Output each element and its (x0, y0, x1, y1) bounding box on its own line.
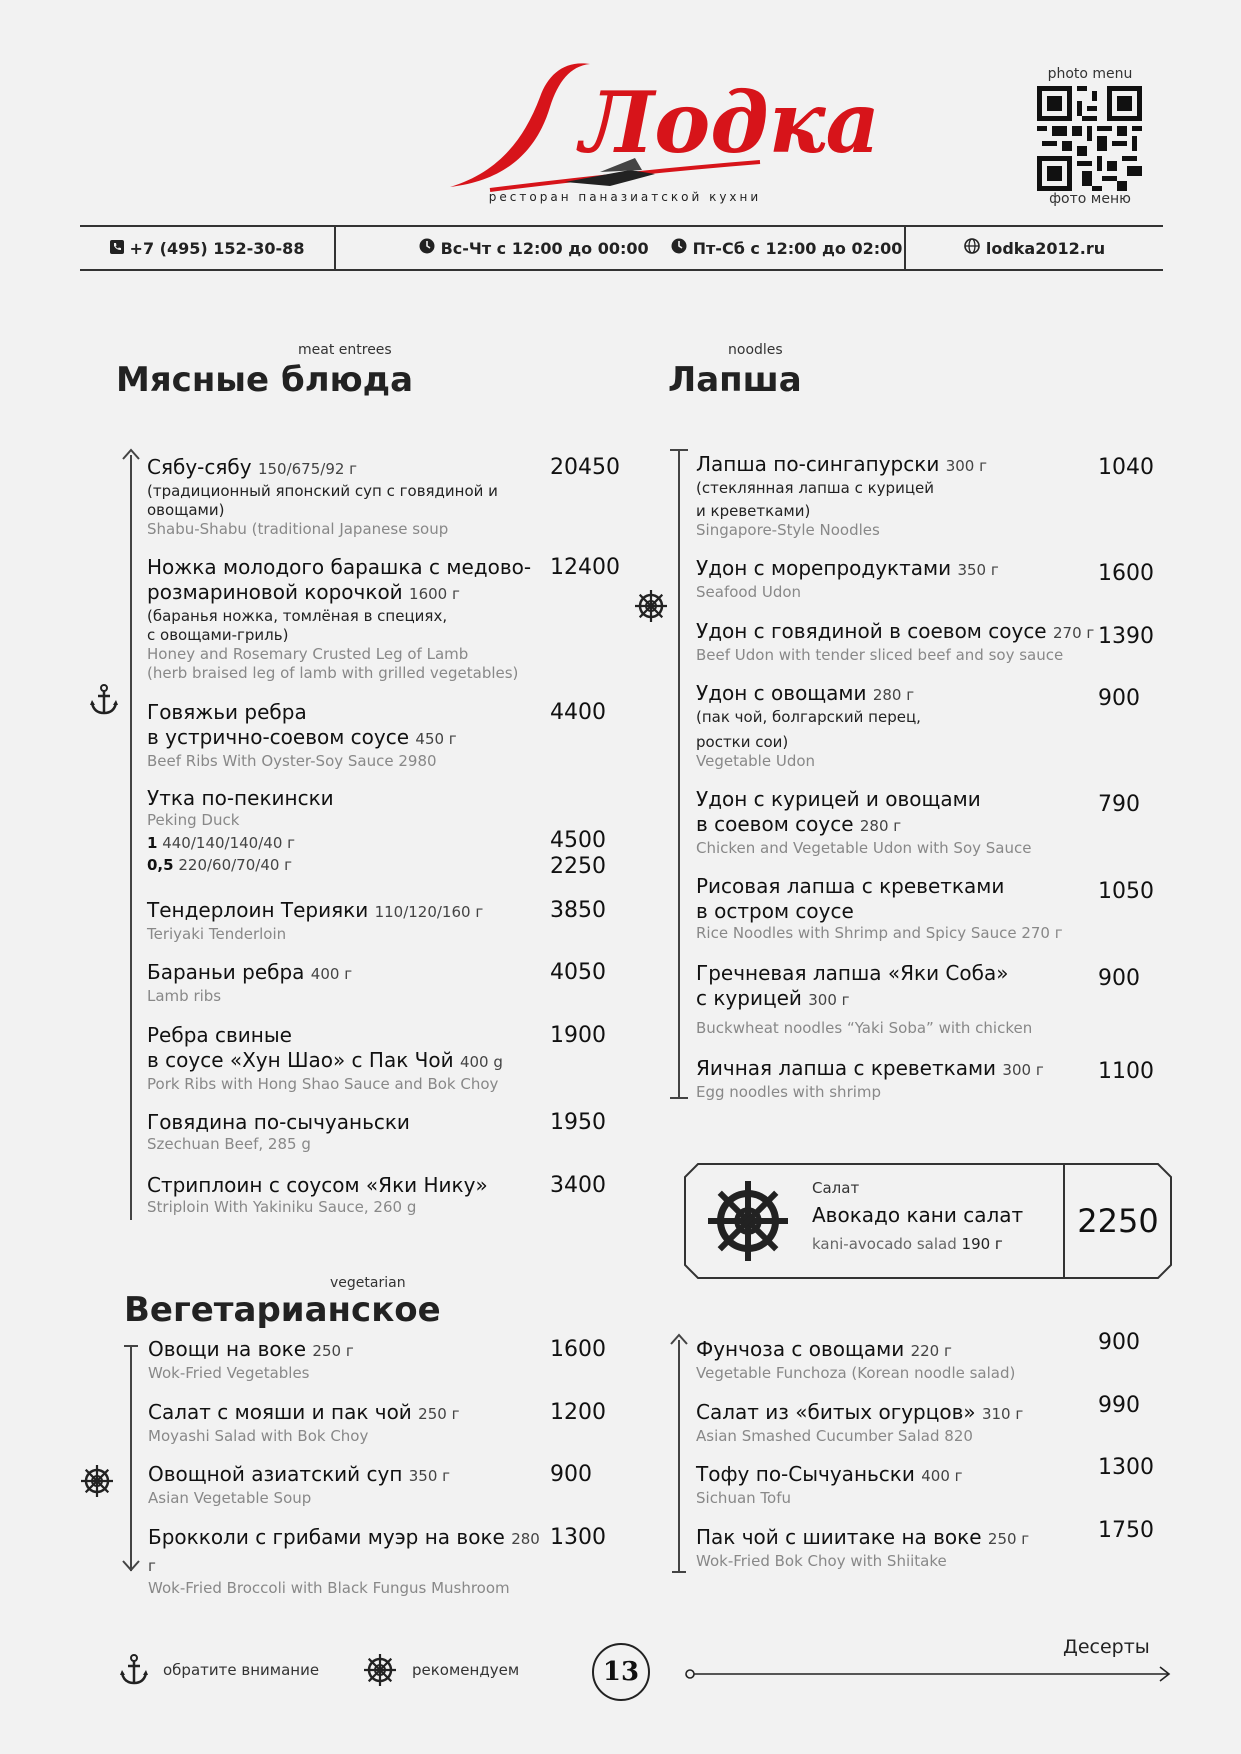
website-link[interactable]: lodka2012.ru (985, 238, 1106, 258)
item-english-name: Wok-Fried Bok Choy with Shiitake (696, 1552, 947, 1570)
item-price: 1050 (1098, 879, 1154, 904)
hours-weekdays: Вс-Чт с 12:00 до 00:00 (440, 238, 649, 258)
salad-english-name: kani-avocado salad (812, 1235, 957, 1253)
menu-item (148, 1337, 538, 1383)
item-price: 1600 (550, 1337, 606, 1362)
option-price: 4500 (550, 828, 606, 853)
item-english-name: Vegetable Udon (696, 752, 816, 770)
menu-item (147, 455, 527, 539)
menu-item (696, 874, 1096, 943)
item-weight: 400 g (459, 1053, 503, 1071)
ship-wheel-icon (79, 1463, 115, 1499)
arrow-up-icon (670, 1333, 688, 1345)
legend-recommend: рекомендуем (412, 1661, 520, 1679)
option-weight: 220/60/70/40 г (178, 856, 293, 874)
item-name-line2: в устрично-соевом соусе (147, 725, 410, 749)
veg-left-bracket-line (130, 1345, 132, 1571)
item-name: Ножка молодого барашка с медово- (147, 555, 532, 579)
item-name: Фунчоза с овощами (696, 1337, 905, 1361)
bracket-cap (124, 1345, 138, 1347)
item-weight: 270 г (1052, 624, 1095, 642)
item-price: 12400 (550, 555, 620, 580)
item-weight: 280 г (148, 1530, 540, 1575)
item-name-line2: розмариновой корочкой (147, 580, 403, 604)
menu-item (696, 961, 1096, 1038)
menu-item (696, 681, 1096, 771)
ship-wheel-icon (633, 588, 669, 624)
option-weight: 440/140/140/40 г (162, 834, 296, 852)
item-price: 3850 (550, 898, 606, 923)
item-price: 900 (550, 1462, 592, 1487)
item-price: 1200 (550, 1400, 606, 1425)
item-price: 1390 (1098, 624, 1154, 649)
anchor-icon (86, 680, 122, 720)
logo-graphic (430, 52, 880, 192)
salad-price: 2250 (1077, 1202, 1159, 1240)
item-name: Утка по-пекински (147, 786, 334, 810)
menu-item (147, 786, 527, 874)
item-name: Удон с курицей и овощами (696, 787, 981, 811)
item-name: Овощи на воке (148, 1337, 307, 1361)
item-english-name: Beef Ribs With Oyster-Soy Sauce 2980 (147, 752, 437, 770)
noodles-section-title: Лапша (668, 360, 802, 400)
anchor-icon (116, 1650, 152, 1690)
item-price: 1950 (550, 1110, 606, 1135)
item-name: Говядина по-сычуаньски (147, 1110, 410, 1134)
qr-code[interactable] (1037, 86, 1142, 191)
logo-subtitle: ресторан паназиатской кухни (488, 190, 762, 204)
website-cell[interactable] (906, 227, 1163, 269)
item-weight: 280 г (859, 817, 902, 835)
salad-weight: 190 г (961, 1235, 1003, 1253)
arrow-up-icon (122, 448, 140, 460)
menu-item (147, 555, 537, 683)
item-english-name: Chicken and Vegetable Udon with Soy Sauce (696, 839, 1032, 857)
item-price: 900 (1098, 966, 1140, 991)
item-weight: 250 г (987, 1530, 1030, 1548)
item-weight: 350 г (408, 1467, 451, 1485)
item-name: Брокколи с грибами муэр на воке (148, 1525, 505, 1549)
menu-item (148, 1462, 538, 1508)
menu-item (147, 1173, 527, 1217)
featured-salad-box (684, 1163, 1172, 1279)
item-english-name: Egg noodles with shrimp (696, 1083, 882, 1101)
item-name: Бараньи ребра (147, 960, 305, 984)
item-english-name: Asian Smashed Cucumber Salad 820 (696, 1427, 973, 1445)
item-english-name: Beef Udon with tender sliced beef and soy sauce (696, 646, 1064, 664)
item-weight: 220 г (910, 1342, 952, 1360)
menu-item (696, 556, 1096, 602)
item-description: (пак чой, болгарский перец, (696, 708, 921, 726)
bracket-cap (672, 1571, 686, 1573)
item-price: 1300 (1098, 1455, 1154, 1480)
ship-wheel-icon (704, 1177, 792, 1265)
item-name: Овощной азиатский суп (148, 1462, 403, 1486)
clock-icon (671, 238, 687, 258)
item-weight: 300 г (1002, 1061, 1044, 1079)
item-description: (баранья ножка, томлёная в специях, (147, 607, 448, 625)
item-english-name: Sichuan Tofu (696, 1489, 791, 1507)
item-price: 1900 (550, 1023, 606, 1048)
item-name: Яичная лапша с креветками (696, 1056, 997, 1080)
noodles-section-small-label: noodles (728, 342, 783, 358)
item-name: Рисовая лапша с креветками (696, 874, 1005, 898)
item-price: 1100 (1098, 1059, 1154, 1084)
page-number: 13 (592, 1643, 650, 1701)
arrow-down-icon (122, 1560, 140, 1572)
qr-label-ru: фото меню (1049, 191, 1131, 207)
item-name-line2: в соевом соусе (696, 812, 854, 836)
item-name: Удон с морепродуктами (696, 556, 952, 580)
clock-icon (419, 238, 435, 258)
hours-cell (336, 227, 985, 269)
item-price: 1040 (1098, 455, 1154, 480)
restaurant-logo (430, 52, 880, 212)
item-description-line2: ростки сои) (696, 733, 789, 751)
item-price: 990 (1098, 1393, 1140, 1418)
item-weight: 150/675/92 г (257, 460, 358, 478)
item-name: Пак чой с шиитаке на воке (696, 1525, 982, 1549)
menu-item (148, 1525, 548, 1598)
meat-bracket-line (130, 455, 132, 1220)
veg-section-small-label: vegetarian (330, 1275, 406, 1291)
item-name: Тофу по-Сычуаньски (696, 1462, 915, 1486)
item-weight: 350 г (957, 561, 999, 579)
item-weight: 450 г (415, 730, 457, 748)
phone-number[interactable]: +7 (495) 152-30-88 (129, 238, 305, 258)
item-name: Гречневая лапша «Яки Соба» (696, 961, 1009, 985)
salad-name: Авокадо кани салат (812, 1203, 1024, 1227)
veg-right-bracket-line (678, 1340, 680, 1572)
menu-item (147, 700, 527, 771)
logo-text: Лодка (580, 73, 880, 172)
item-weight: 310 г (981, 1405, 1024, 1423)
option-price: 2250 (550, 854, 606, 879)
item-price: 4050 (550, 960, 606, 985)
item-english-name: Honey and Rosemary Crusted Leg of Lamb (147, 645, 469, 663)
meat-section-title: Мясные блюда (116, 360, 414, 400)
menu-item (696, 787, 1096, 858)
bracket-cap (670, 449, 688, 451)
item-weight: 300 г (945, 457, 987, 475)
menu-item (696, 1525, 1096, 1571)
item-name: Удон с овощами (696, 681, 867, 705)
item-weight: 110/120/160 г (374, 903, 484, 921)
item-name: Стриплоин с соусом «Яки Нику» (147, 1173, 488, 1197)
item-description-line2: и креветками) (696, 502, 811, 520)
globe-icon (964, 238, 980, 258)
item-english-name: Pork Ribs with Hong Shao Sauce and Bok Choy (147, 1075, 499, 1093)
menu-item (696, 1400, 1096, 1446)
item-english-name: Rice Noodles with Shrimp and Spicy Sauce 270 г (696, 924, 1063, 942)
item-description: (стеклянная лапша с курицей (696, 479, 935, 497)
item-name: Ребра свиные (147, 1023, 292, 1047)
phone-icon (110, 239, 124, 258)
menu-item (696, 619, 1096, 665)
option-label: 1 (147, 834, 158, 852)
item-english-name: Lamb ribs (147, 987, 222, 1005)
noodles-bracket-line (678, 450, 680, 1098)
item-weight: 1600 г (409, 585, 460, 603)
item-price: 900 (1098, 686, 1140, 711)
item-english-name: Striploin With Yakiniku Sauce, 260 g (147, 1198, 417, 1216)
veg-section-title: Вегетарианское (124, 1290, 441, 1330)
item-english-name: Moyashi Salad with Bok Choy (148, 1427, 369, 1445)
option-label: 0,5 (147, 856, 174, 874)
menu-item (147, 960, 527, 1006)
menu-item (147, 898, 527, 944)
item-description-line2: с овощами-гриль) (147, 626, 289, 644)
item-english-name: Wok-Fried Vegetables (148, 1364, 310, 1382)
item-english-name: Shabu-Shabu (traditional Japanese soup (147, 520, 449, 538)
item-english-name: Buckwheat noodles “Yaki Soba” with chicken (696, 1019, 1033, 1037)
item-english-name: Wok-Fried Broccoli with Black Fungus Mushroom (148, 1579, 510, 1597)
item-weight: 400 г (310, 965, 353, 983)
item-price: 1750 (1098, 1518, 1154, 1543)
item-english-name: Vegetable Funchoza (Korean noodle salad) (696, 1364, 1016, 1382)
hours-weekend: Пт-Сб с 12:00 до 02:00 (692, 238, 903, 258)
item-english-name: Singapore-Style Noodles (696, 521, 880, 539)
next-section-arrow[interactable] (684, 1664, 1174, 1684)
menu-item (148, 1400, 538, 1446)
item-english-name: Szechuan Beef, 285 g (147, 1135, 311, 1153)
item-price: 1600 (1098, 561, 1154, 586)
item-english-name: Teriyaki Tenderloin (147, 925, 287, 943)
item-english-name: Asian Vegetable Soup (148, 1489, 312, 1507)
item-name: Тендерлоин Терияки (147, 898, 369, 922)
item-price: 790 (1098, 792, 1140, 817)
item-price: 1300 (550, 1525, 606, 1550)
item-weight: 250 г (312, 1342, 354, 1360)
item-description: (традиционный японский суп с говядиной и овощами) (147, 482, 498, 519)
phone-cell[interactable] (80, 227, 334, 269)
item-weight: 400 г (921, 1467, 963, 1485)
info-bar (80, 225, 1163, 271)
item-name: Салат с мояши и пак чой (148, 1400, 412, 1424)
meat-section-small-label: meat entrees (298, 342, 392, 358)
item-name: Салат из «битых огурцов» (696, 1400, 976, 1424)
legend-attention: обратите внимание (163, 1661, 320, 1679)
item-name-line2: в остром соусе (696, 899, 854, 923)
item-name-line2: с курицей (696, 986, 802, 1010)
item-name: Лапша по-сингапурски (696, 452, 940, 476)
menu-item (696, 452, 1096, 540)
item-weight: 300 г (808, 991, 850, 1009)
item-name: Говяжьи ребра (147, 700, 307, 724)
item-weight: 280 г (872, 686, 915, 704)
item-name: Удон с говядиной в соевом соусе (696, 619, 1047, 643)
menu-item (147, 1023, 537, 1094)
item-price: 4400 (550, 700, 606, 725)
item-english-desc: (herb braised leg of lamb with grilled vegetables) (147, 664, 519, 682)
ship-wheel-icon (362, 1652, 398, 1688)
item-price: 3400 (550, 1173, 606, 1198)
next-section-link[interactable]: Десерты (1063, 1636, 1150, 1658)
item-english-name: Peking Duck (147, 811, 240, 829)
item-english-name: Seafood Udon (696, 583, 802, 601)
item-price: 20450 (550, 455, 620, 480)
item-name: Сябу-сябу (147, 455, 252, 479)
menu-item (696, 1056, 1096, 1102)
menu-item (147, 1110, 527, 1154)
item-name-line2: в соусе «Хун Шао» с Пак Чой (147, 1048, 454, 1072)
menu-item (696, 1462, 1096, 1508)
salad-label: Салат (812, 1179, 860, 1197)
qr-label-en: photo menu (1047, 66, 1133, 82)
item-weight: 250 г (418, 1405, 460, 1423)
bracket-cap (670, 1097, 688, 1099)
menu-item (696, 1337, 1096, 1383)
item-price: 900 (1098, 1330, 1140, 1355)
